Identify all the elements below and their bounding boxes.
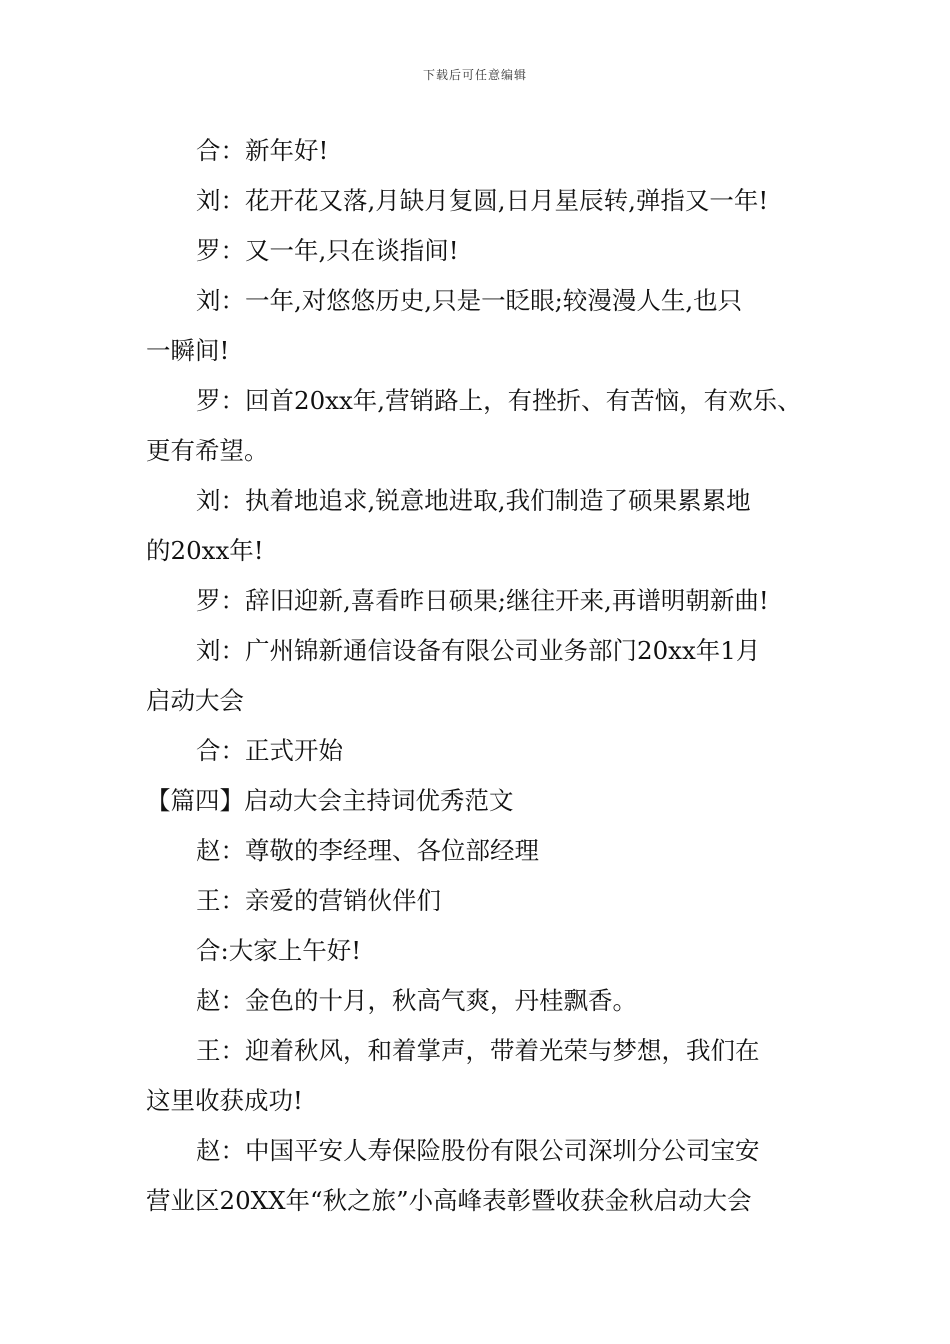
paragraph-line: 营业区20XX年“秋之旅”小高峰表彰暨收获金秋启动大会 (146, 1186, 752, 1215)
paragraph-line: 更有希望。 (146, 436, 269, 465)
paragraph (146, 1026, 826, 1126)
paragraph: 罗：辞旧迎新,喜看昨日硕果;继往开来,再谱明朝新曲! (196, 586, 769, 615)
paragraph-line: 刘：一年,对悠悠历史,只是一眨眼;较漫漫人生,也只 (196, 286, 743, 315)
paragraph (146, 1126, 826, 1226)
paragraph: 赵：金色的十月，秋高气爽，丹桂飘香。 (196, 986, 637, 1015)
paragraph (146, 476, 826, 576)
paragraph-line: 刘：执着地追求,锐意地进取,我们制造了硕果累累地 (196, 486, 751, 515)
paragraph-line: 王：迎着秋风，和着掌声，带着光荣与梦想，我们在 (196, 1036, 760, 1065)
section-heading: 【篇四】启动大会主持词优秀范文 (146, 786, 514, 815)
paragraph (146, 626, 826, 726)
paragraph: 王：亲爱的营销伙伴们 (196, 886, 441, 915)
paragraph-line: 这里收获成功! (146, 1086, 303, 1115)
paragraph: 合：正式开始 (196, 736, 343, 765)
paragraph-line: 罗：回首20xx年,营销路上，有挫折、有苦恼，有欢乐、 (196, 386, 802, 415)
paragraph (146, 376, 826, 476)
paragraph-line: 的20xx年! (146, 536, 264, 565)
paragraph-line: 刘：广州锦新通信设备有限公司业务部门20xx年1月 (196, 636, 761, 665)
document-body (146, 126, 826, 1226)
paragraph: 合：新年好! (196, 136, 329, 165)
paragraph: 合:大家上午好! (196, 936, 362, 965)
paragraph: 赵：尊敬的李经理、各位部经理 (196, 836, 539, 865)
paragraph: 罗：又一年,只在谈指间! (196, 236, 459, 265)
page-header: 下载后可任意编辑 (422, 68, 527, 82)
paragraph-line: 赵：中国平安人寿保险股份有限公司深圳分公司宝安 (196, 1136, 760, 1165)
paragraph-line: 一瞬间! (146, 336, 230, 365)
paragraph (146, 276, 826, 376)
paragraph: 刘：花开花又落,月缺月复圆,日月星辰转,弹指又一年! (196, 186, 769, 215)
paragraph-line: 启动大会 (146, 686, 244, 715)
